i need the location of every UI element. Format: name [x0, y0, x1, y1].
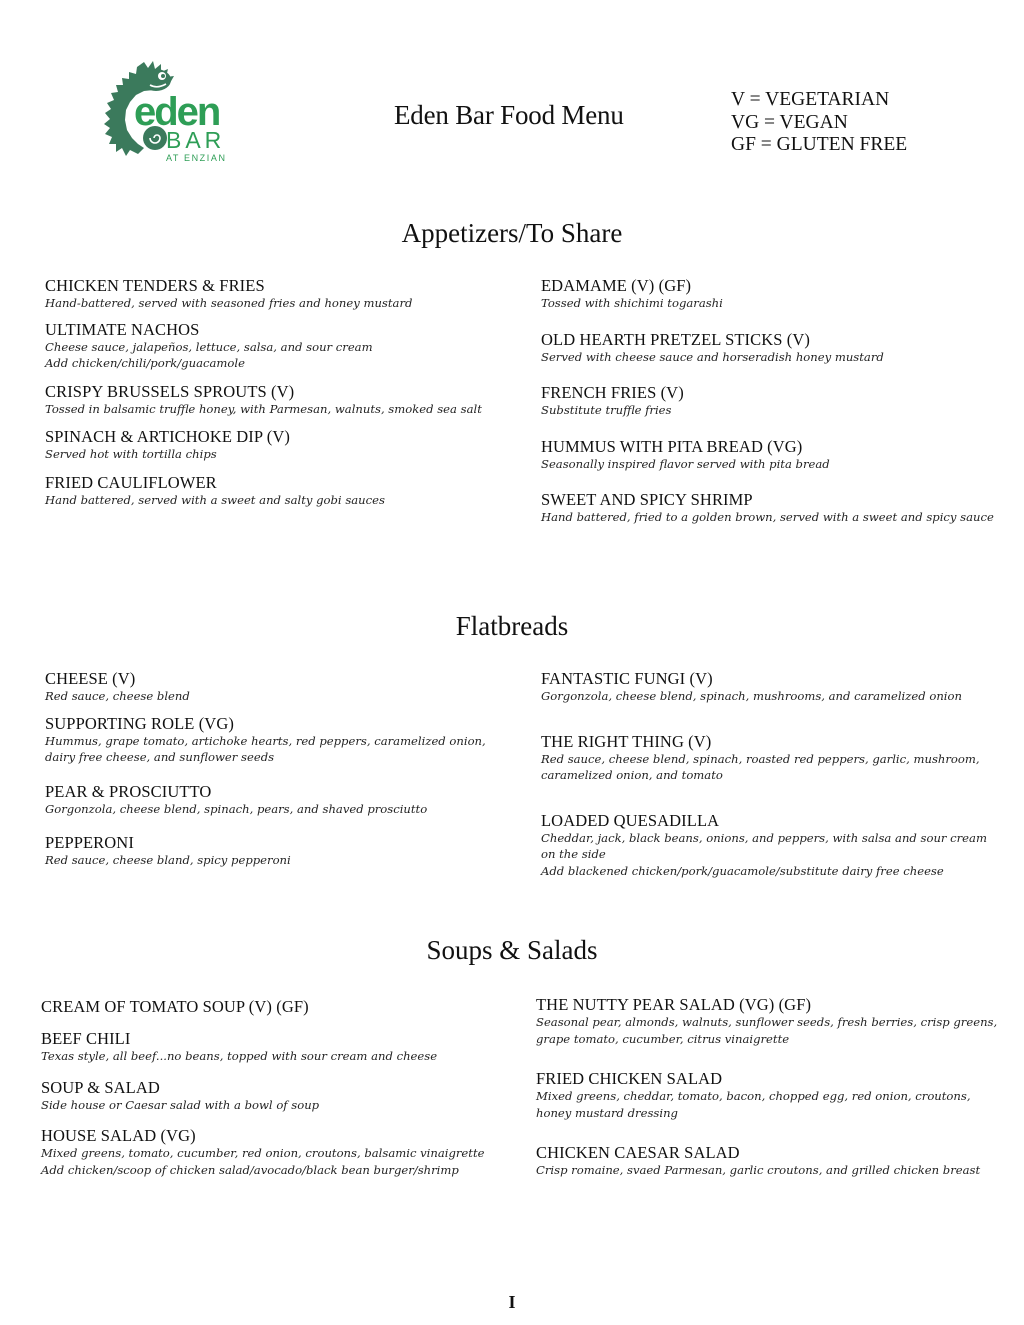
menu-item-description: on the side	[541, 847, 606, 861]
menu-item	[45, 382, 482, 418]
menu-item-description: Tossed with shichimi togarashi	[541, 296, 723, 310]
appetizers-right-column	[541, 276, 994, 526]
menu-item-name: FRIED CAULIFLOWER	[45, 472, 217, 492]
menu-item-description: Add chicken/scoop of chicken salad/avocado/black bean burger/shrimp	[41, 1162, 459, 1177]
menu-item-name: CHEESE (V)	[45, 669, 136, 688]
menu-item-description: Hand battered, fried to a golden brown, served with a sweet and spicy sauce	[541, 510, 994, 524]
menu-item-description: dairy free cheese, and sunflower seeds	[45, 750, 275, 764]
legend-vegan: VG = VEGAN	[731, 111, 848, 133]
menu-item	[45, 276, 482, 312]
menu-item	[541, 669, 987, 705]
menu-item-description: Served hot with tortilla chips	[45, 447, 217, 461]
menu-item-description: Substitute truffle fries	[541, 403, 672, 417]
flatbreads-right-column	[541, 669, 987, 879]
flatbreads-left-column	[45, 669, 486, 869]
menu-item-name: CRISPY BRUSSELS SPROUTS (V)	[45, 381, 295, 401]
menu-item	[541, 330, 994, 366]
menu-item-description: Gorgonzola, cheese blend, spinach, pears, and shaved prosciutto	[45, 801, 428, 816]
menu-item-description: honey mustard dressing	[536, 1105, 678, 1120]
menu-item-description: Mixed greens, cheddar, tomato, bacon, chopped egg, red onion, croutons,	[536, 1089, 971, 1103]
menu-item	[45, 427, 482, 463]
menu-item-description: Gorgonzola, cheese blend, spinach, mushrooms, and caramelized onion	[541, 689, 962, 703]
menu-item	[541, 276, 994, 312]
menu-item-name: THE NUTTY PEAR SALAD (VG) (GF)	[536, 995, 812, 1014]
menu-item-name: SWEET AND SPICY SHRIMP	[541, 490, 753, 509]
menu-item	[45, 669, 486, 705]
menu-item-description: Hand-battered, served with seasoned fries and honey mustard	[45, 296, 413, 310]
menu-item	[41, 1029, 484, 1065]
menu-item	[41, 997, 484, 1016]
menu-item-description: Hand battered, served with a sweet and salty gobi sauces	[45, 492, 385, 507]
logo-tagline: AT ENZIAN	[166, 153, 227, 163]
menu-item-name: SOUP & SALAD	[41, 1077, 160, 1097]
menu-item-description: Tossed in balsamic truffle honey, with Parmesan, walnuts, smoked sea salt	[45, 401, 482, 416]
menu-item	[541, 732, 987, 784]
menu-item-name: HOUSE SALAD (VG)	[41, 1126, 196, 1145]
logo-wordmark: eden	[134, 90, 220, 134]
menu-item-description: Side house or Caesar salad with a bowl of soup	[41, 1097, 320, 1112]
soups-right-column	[536, 995, 997, 1179]
menu-item-name: SUPPORTING ROLE (VG)	[45, 713, 234, 733]
logo-sub: BAR	[166, 127, 226, 153]
menu-item-description: Red sauce, cheese blend, spinach, roasted red peppers, garlic, mushroom,	[541, 751, 980, 766]
menu-item	[541, 383, 994, 419]
menu-item	[41, 1078, 484, 1114]
menu-item-name: CREAM OF TOMATO SOUP (V) (GF)	[41, 997, 309, 1016]
menu-item	[45, 833, 486, 869]
menu-item	[45, 320, 482, 372]
menu-item	[41, 1126, 484, 1178]
menu-item-description: Seasonally inspired flavor served with pita bread	[541, 456, 830, 471]
legend-vegetarian: V = VEGETARIAN	[731, 89, 890, 110]
menu-item-name: FRENCH FRIES (V)	[541, 383, 684, 402]
menu-item	[45, 473, 482, 509]
menu-item-description: Red sauce, cheese blend	[45, 689, 190, 703]
menu-item	[45, 714, 486, 766]
legend-gluten-free: GF = GLUTEN FREE	[731, 134, 908, 155]
menu-item-name: SPINACH & ARTICHOKE DIP (V)	[45, 427, 290, 446]
menu-item-description: Hummus, grape tomato, artichoke hearts, red peppers, caramelized onion,	[45, 733, 486, 748]
chameleon-logo-icon	[104, 58, 249, 164]
menu-item-name: THE RIGHT THING (V)	[541, 731, 712, 751]
eden-bar-logo	[104, 58, 249, 164]
menu-item-description: Add blackened chicken/pork/guacamole/substitute dairy free cheese	[541, 863, 944, 878]
menu-item-description: Cheese sauce, jalapeños, lettuce, salsa, and sour cream	[45, 339, 373, 354]
menu-item	[541, 490, 994, 526]
menu-item-description: grape tomato, cucumber, citrus vinaigrette	[536, 1031, 790, 1046]
menu-item-description: Cheddar, jack, black beans, onions, and peppers, with salsa and sour cream	[541, 830, 987, 845]
menu-item-description: Red sauce, cheese bland, spicy pepperoni	[45, 853, 291, 867]
menu-item-description: Seasonal pear, almonds, walnuts, sunflower seeds, fresh berries, crisp greens,	[536, 1015, 998, 1029]
menu-item-name: CHICKEN TENDERS & FRIES	[45, 276, 265, 295]
section-title-soups-salads: Soups & Salads	[426, 935, 598, 965]
appetizers-left-column	[45, 276, 482, 508]
menu-title: Eden Bar Food Menu	[394, 100, 624, 130]
menu-item-name: EDAMAME (V) (GF)	[541, 276, 692, 295]
menu-item	[45, 782, 486, 818]
menu-item-description: Served with cheese sauce and horseradish honey mustard	[541, 349, 884, 364]
page-number: I	[508, 1292, 516, 1312]
menu-item-name: ULTIMATE NACHOS	[45, 319, 200, 339]
section-title-flatbreads: Flatbreads	[455, 611, 569, 641]
menu-item-name: PEPPERONI	[45, 833, 134, 852]
menu-item	[541, 437, 994, 473]
menu-item-description: Texas style, all beef...no beans, topped with sour cream and cheese	[41, 1049, 438, 1063]
menu-item-name: BEEF CHILI	[41, 1029, 131, 1048]
diet-legend	[731, 89, 907, 157]
menu-item-name: HUMMUS WITH PITA BREAD (VG)	[541, 436, 803, 456]
menu-item-name: OLD HEARTH PRETZEL STICKS (V)	[541, 329, 810, 349]
section-title-appetizers: Appetizers/To Share	[401, 218, 623, 248]
soups-left-column	[41, 997, 484, 1178]
menu-item-description: Add chicken/chili/pork/guacamole	[45, 356, 245, 370]
menu-item	[536, 995, 997, 1047]
menu-item-name: LOADED QUESADILLA	[541, 810, 720, 830]
menu-item-description: Crisp romaine, svaed Parmesan, garlic croutons, and grilled chicken breast	[536, 1163, 981, 1177]
menu-item	[541, 811, 987, 880]
menu-item-description: caramelized onion, and tomato	[541, 768, 723, 782]
menu-item-name: FRIED CHICKEN SALAD	[536, 1069, 723, 1088]
menu-item-name: FANTASTIC FUNGI (V)	[541, 669, 713, 688]
menu-item-name: CHICKEN CAESAR SALAD	[536, 1143, 740, 1162]
menu-item-description: Mixed greens, tomato, cucumber, red onion, croutons, balsamic vinaigrette	[41, 1146, 485, 1160]
menu-item	[536, 1069, 997, 1121]
menu-item-name: PEAR & PROSCIUTTO	[45, 781, 212, 801]
menu-item	[536, 1143, 997, 1179]
